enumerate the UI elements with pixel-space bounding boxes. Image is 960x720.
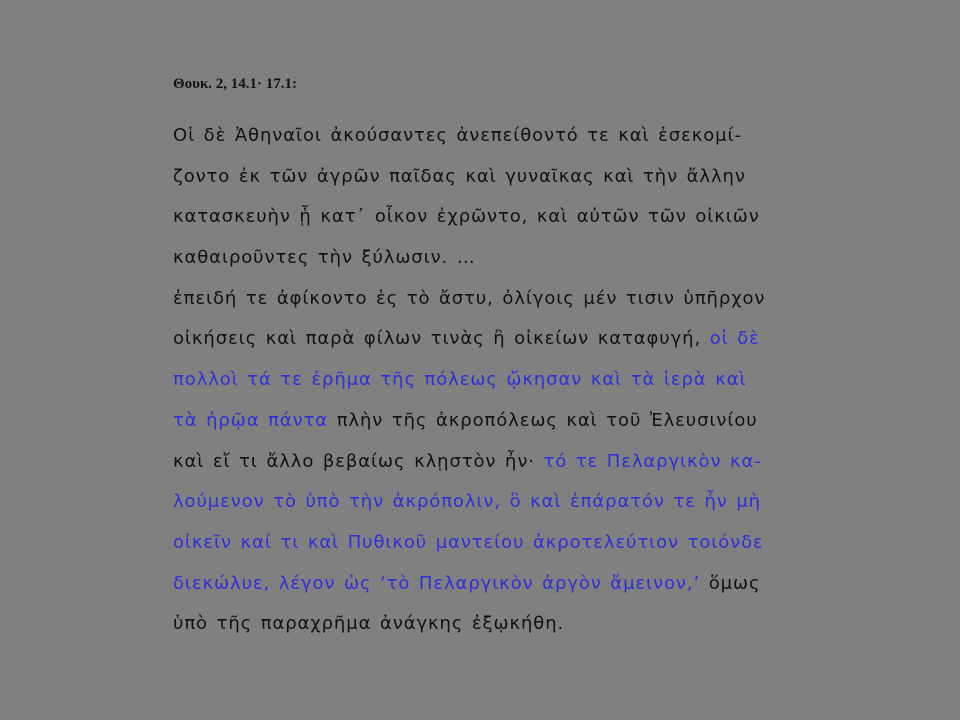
text-segment: κατασκευὴν ᾗ κατ᾽ οἶκον ἐχρῶντο, καὶ αὐτῶν τῶν οἰκιῶν — [173, 206, 760, 228]
text-line — [173, 197, 873, 238]
highlighted-text-segment: διεκώλυε, λέγον ὡς ‘τὸ Πελαργικὸν ἀργὸν ἄμεινον,’ — [173, 572, 701, 594]
highlighted-text-segment: οἰκεῖν καί τι καὶ Πυθικοῦ μαντείου ἀκροτελεύτιον τοιόνδε — [173, 531, 764, 553]
highlighted-text-segment: τὰ ἡρῷα πάντα — [173, 409, 329, 431]
text-segment: ἐπειδή τε ἀφίκοντο ἐς τὸ ἄστυ, ὀλίγοις μέν τισιν ὑπῆρχον — [173, 287, 766, 309]
text-segment: καὶ εἴ τι ἄλλο βεβαίως κλῃστὸν ἦν· — [173, 450, 544, 472]
text-line — [173, 238, 873, 279]
text-segment: ζοντο ἐκ τῶν ἀγρῶν παῖδας καὶ γυναῖκας καὶ τὴν ἄλλην — [173, 165, 746, 187]
text-line — [173, 523, 873, 564]
text-line — [173, 604, 873, 645]
text-line — [173, 442, 873, 483]
text-line — [173, 564, 873, 605]
highlighted-text-segment: τό τε Πελαργικὸν κα- — [543, 450, 762, 472]
highlighted-text-segment: πολλοὶ τά τε ἐρῆμα τῆς πόλεως ᾤκησαν καὶ τὰ ἱερὰ καὶ — [173, 369, 747, 391]
text-line — [173, 157, 873, 198]
text-segment: ὑπὸ τῆς παραχρῆμα ἀνάγκης ἐξῳκήθη. — [173, 613, 565, 635]
text-segment: ὅμως — [700, 572, 761, 594]
text-line — [173, 360, 873, 401]
text-segment: Οἱ δὲ Ἀθηναῖοι ἀκούσαντες ἀνεπείθοντό τε καὶ ἐσεκομί- — [173, 125, 742, 146]
text-line — [173, 279, 873, 320]
citation-heading: Θουκ. 2, 14.1· 17.1: — [173, 76, 298, 92]
text-line — [173, 401, 873, 442]
text-line — [173, 482, 873, 523]
greek-text-block — [173, 116, 873, 645]
highlighted-text-segment: οἱ δὲ — [709, 328, 760, 350]
text-line — [173, 319, 873, 360]
text-segment: καθαιροῦντες τὴν ξύλωσιν. … — [173, 247, 476, 269]
text-segment: οἰκήσεις καὶ παρὰ φίλων τινὰς ἢ οἰκείων καταφυγή, — [173, 328, 710, 350]
text-line — [173, 116, 873, 157]
highlighted-text-segment: λούμενον τὸ ὑπὸ τὴν ἀκρόπολιν, ὃ καὶ ἐπάρατόν τε ἦν μὴ — [173, 491, 761, 513]
text-segment: πλὴν τῆς ἀκροπόλεως καὶ τοῦ Ἐλευσινίου — [328, 409, 758, 431]
